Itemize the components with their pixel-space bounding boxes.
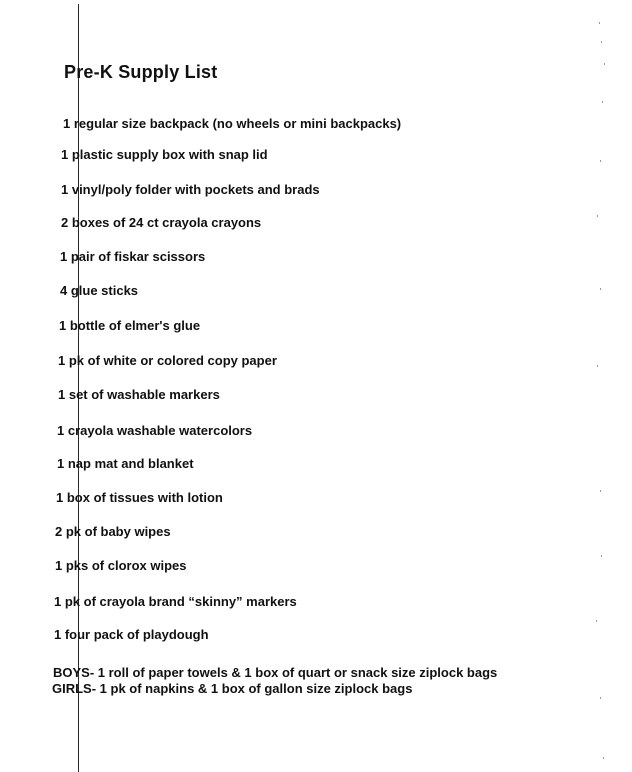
list-item: 1 vinyl/poly folder with pockets and brads (61, 182, 320, 197)
list-item: 1 pks of clorox wipes (55, 558, 187, 573)
list-item: 1 plastic supply box with snap lid (61, 147, 268, 162)
list-item: 1 pk of white or colored copy paper (58, 353, 277, 368)
list-item: 1 four pack of playdough (54, 627, 209, 642)
girls-note: GIRLS- 1 pk of napkins & 1 box of gallon size ziplock bags (52, 681, 413, 696)
scan-speck (597, 215, 598, 217)
list-item: 4 glue sticks (60, 283, 139, 298)
list-item: 1 pk of crayola brand “skinny” markers (54, 594, 297, 609)
list-item: 1 pair of fiskar scissors (60, 249, 206, 264)
scan-speck (600, 697, 601, 699)
list-item: 2 pk of baby wipes (55, 524, 171, 539)
scan-speck (597, 365, 598, 367)
scan-speck (600, 160, 601, 162)
scan-speck (603, 757, 604, 759)
scan-speck (601, 555, 602, 557)
list-item: 1 box of tissues with lotion (56, 490, 223, 505)
list-item: 1 crayola washable watercolors (57, 423, 253, 438)
list-item: 1 set of washable markers (58, 387, 220, 402)
list-item: 1 bottle of elmer's glue (59, 318, 201, 333)
scan-speck (596, 620, 597, 622)
scan-speck (600, 490, 601, 492)
list-item: 2 boxes of 24 ct crayola crayons (61, 215, 262, 230)
boys-note: BOYS- 1 roll of paper towels & 1 box of quart or snack size ziplock bags (53, 665, 498, 680)
scan-speck (600, 288, 601, 290)
scan-speck (601, 41, 602, 43)
page-title: Pre-K Supply List (64, 62, 218, 82)
list-item: 1 nap mat and blanket (57, 456, 194, 471)
scan-speck (602, 101, 603, 103)
scan-speck (604, 63, 605, 65)
scan-speck (599, 22, 600, 24)
list-item: 1 regular size backpack (no wheels or mini backpacks) (63, 116, 402, 131)
